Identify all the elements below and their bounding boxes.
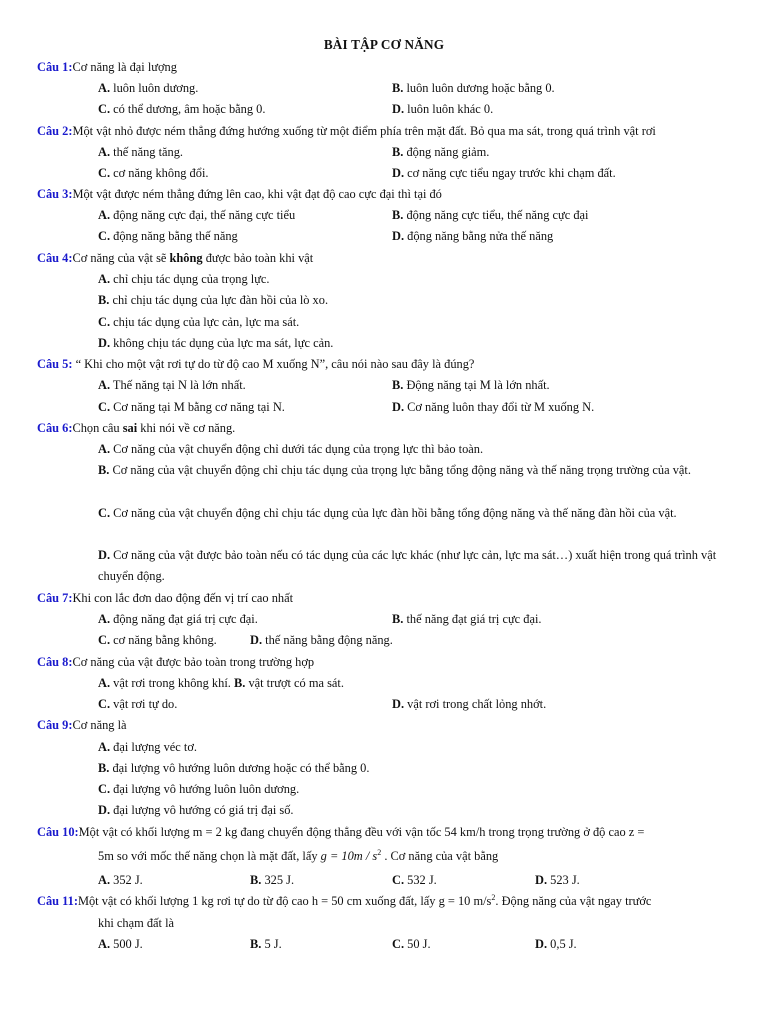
option-10a[interactable]: A. 352 J. — [98, 873, 143, 887]
emphasis-not: không — [169, 251, 203, 265]
option-9d[interactable]: D. đại lượng vô hướng có giá trị đại số. — [98, 803, 294, 817]
question-stem: Một vật được ném thẳng đứng lên cao, khi vật đạt độ cao cực đại thì tại đó — [72, 187, 442, 201]
option-3b[interactable]: B. động năng cực tiểu, thế năng cực đại — [392, 208, 589, 222]
question-stem: Cơ năng là đại lượng — [72, 60, 177, 74]
option-2d[interactable]: D. cơ năng cực tiểu ngay trước khi chạm đất. — [392, 166, 616, 180]
option-11d[interactable]: D. 0,5 J. — [535, 937, 577, 951]
question-stem: Khi con lắc đơn dao động đến vị trí cao nhất — [72, 591, 294, 605]
option-5b[interactable]: B. Động năng tại M là lớn nhất. — [392, 378, 550, 392]
question-8 — [37, 655, 737, 670]
option-1b[interactable]: B. luôn luôn dương hoặc bằng 0. — [392, 81, 555, 95]
option-8d[interactable]: D. vật rơi trong chất lỏng nhớt. — [392, 697, 547, 711]
option-6d[interactable]: D. Cơ năng của vật được bảo toàn nếu có tác dụng của các lực khác (như lực cản, lực ma sát…) xuất hiện trong quá trình vật chuyển động. — [98, 548, 717, 583]
question-number: Câu 4: — [37, 251, 73, 265]
option-7c[interactable]: C. cơ năng bằng không. — [98, 633, 217, 647]
option-4c[interactable]: C. chịu tác dụng của lực cản, lực ma sát. — [98, 315, 300, 329]
option-8a-8b-row — [98, 676, 344, 691]
option-7a[interactable]: A. động năng đạt giá trị cực đại. — [98, 612, 258, 626]
option-8c[interactable]: C. vật rơi tự do. — [98, 697, 178, 711]
gravity-formula: g = 10m / s — [320, 849, 378, 863]
option-7d[interactable]: D. thế năng bằng động năng. — [250, 633, 393, 647]
option-1c[interactable]: C. có thể dương, âm hoặc bằng 0. — [98, 102, 266, 116]
question-stem: “ Khi cho một vật rơi tự do từ độ cao M xuống N”, câu nói nào sau đây là đúng? — [72, 357, 475, 371]
option-9b[interactable]: B. đại lượng vô hướng luôn dương hoặc có thể bằng 0. — [98, 761, 370, 775]
option-6b[interactable]: B. Cơ năng của vật chuyển động chỉ chịu tác dụng của trọng lực bằng tổng động năng và thế năng trọng trường của vật. — [98, 463, 691, 477]
question-number: Câu 11: — [37, 894, 78, 908]
emphasis-wrong: sai — [122, 421, 138, 435]
question-number: Câu 3: — [37, 187, 73, 201]
option-1d[interactable]: D. luôn luôn khác 0. — [392, 102, 494, 116]
option-6c[interactable]: C. Cơ năng của vật chuyển động chỉ chịu tác dụng của lực đàn hồi bằng tổng động năng và thế năng đàn hồi của vật. — [98, 506, 677, 520]
option-10d[interactable]: D. 523 J. — [535, 873, 580, 887]
question-stem: Một vật có khối lượng m = 2 kg đang chuyển động thẳng đều với vận tốc 54 km/h trong trọng trường ở độ cao z = — [78, 825, 645, 839]
option-4d[interactable]: D. không chịu tác dụng của lực ma sát, lực cản. — [98, 336, 334, 350]
option-10b[interactable]: B. 325 J. — [250, 873, 295, 887]
question-9 — [37, 718, 737, 733]
option-11c[interactable]: C. 50 J. — [392, 937, 431, 951]
option-4b[interactable]: B. chỉ chịu tác dụng của lực đàn hồi của lò xo. — [98, 293, 329, 307]
option-7b[interactable]: B. thế năng đạt giá trị cực đại. — [392, 612, 542, 626]
page-title: BÀI TẬP CƠ NĂNG — [323, 37, 445, 52]
question-10-continued: 5m so với mốc thế năng chọn là mặt đất, lấy $g = 10m / s^2$ . Cơ năng của vật bằng — [98, 847, 499, 863]
question-number: Câu 2: — [37, 124, 73, 138]
question-1 — [37, 60, 737, 75]
option-4a[interactable]: A. chỉ chịu tác dụng của trọng lực. — [98, 272, 270, 286]
question-10 — [37, 825, 737, 840]
question-5 — [37, 357, 737, 372]
option-8a[interactable]: A. vật rơi trong không khí. — [98, 676, 231, 690]
option-9a[interactable]: A. đại lượng véc tơ. — [98, 740, 197, 754]
option-3d[interactable]: D. động năng bằng nửa thế năng — [392, 229, 554, 243]
question-number: Câu 5: — [37, 357, 73, 371]
option-5d[interactable]: D. Cơ năng luôn thay đổi từ M xuống N. — [392, 400, 595, 414]
option-2b[interactable]: B. động năng giảm. — [392, 145, 490, 159]
option-9c[interactable]: C. đại lượng vô hướng luôn luôn dương. — [98, 782, 300, 796]
option-2a[interactable]: A. thế năng tăng. — [98, 145, 183, 159]
question-3 — [37, 187, 737, 202]
question-4: Câu 4:Cơ năng của vật sẽ không được bảo toàn khi vật — [37, 251, 314, 265]
question-number: Câu 6: — [37, 421, 73, 435]
question-stem: Một vật nhỏ được ném thẳng đứng hướng xuống từ một điểm phía trên mặt đất. Bỏ qua ma sát, trong quá trình vật rơi — [72, 124, 656, 138]
option-11a[interactable]: A. 500 J. — [98, 937, 143, 951]
question-stem: Cơ năng của vật được bảo toàn trong trường hợp — [72, 655, 315, 669]
question-11-continued: khi chạm đất là — [98, 916, 175, 930]
question-number: Câu 9: — [37, 718, 73, 732]
option-1a[interactable]: A. luôn luôn dương. — [98, 81, 199, 95]
option-3a[interactable]: A. động năng cực đại, thế năng cực tiểu — [98, 208, 296, 222]
question-11: Câu 11:Một vật có khối lượng 1 kg rơi tự do từ độ cao h = 50 cm xuống đất, lấy g = 10 $m/s^2$. Động năng của vật ngay trước — [37, 892, 652, 908]
option-2c[interactable]: C. cơ năng không đổi. — [98, 166, 209, 180]
question-number: Câu 1: — [37, 60, 73, 74]
option-10c[interactable]: C. 532 J. — [392, 873, 437, 887]
question-number: Câu 7: — [37, 591, 73, 605]
question-stem: Cơ năng là — [72, 718, 127, 732]
option-3c[interactable]: C. động năng bằng thế năng — [98, 229, 238, 243]
question-number: Câu 8: — [37, 655, 73, 669]
question-2 — [37, 124, 737, 139]
question-6: Câu 6:Chọn câu sai khi nói về cơ năng. — [37, 421, 236, 435]
option-5c[interactable]: C. Cơ năng tại M bằng cơ năng tại N. — [98, 400, 285, 414]
option-6a[interactable]: A. Cơ năng của vật chuyển động chỉ dưới tác dụng của trọng lực thì bảo toàn. — [98, 442, 484, 456]
question-7 — [37, 591, 737, 606]
option-11b[interactable]: B. 5 J. — [250, 937, 282, 951]
option-5a[interactable]: A. Thế năng tại N là lớn nhất. — [98, 378, 246, 392]
question-number: Câu 10: — [37, 825, 79, 839]
option-8b[interactable]: B. vật trượt có ma sát. — [233, 676, 344, 690]
